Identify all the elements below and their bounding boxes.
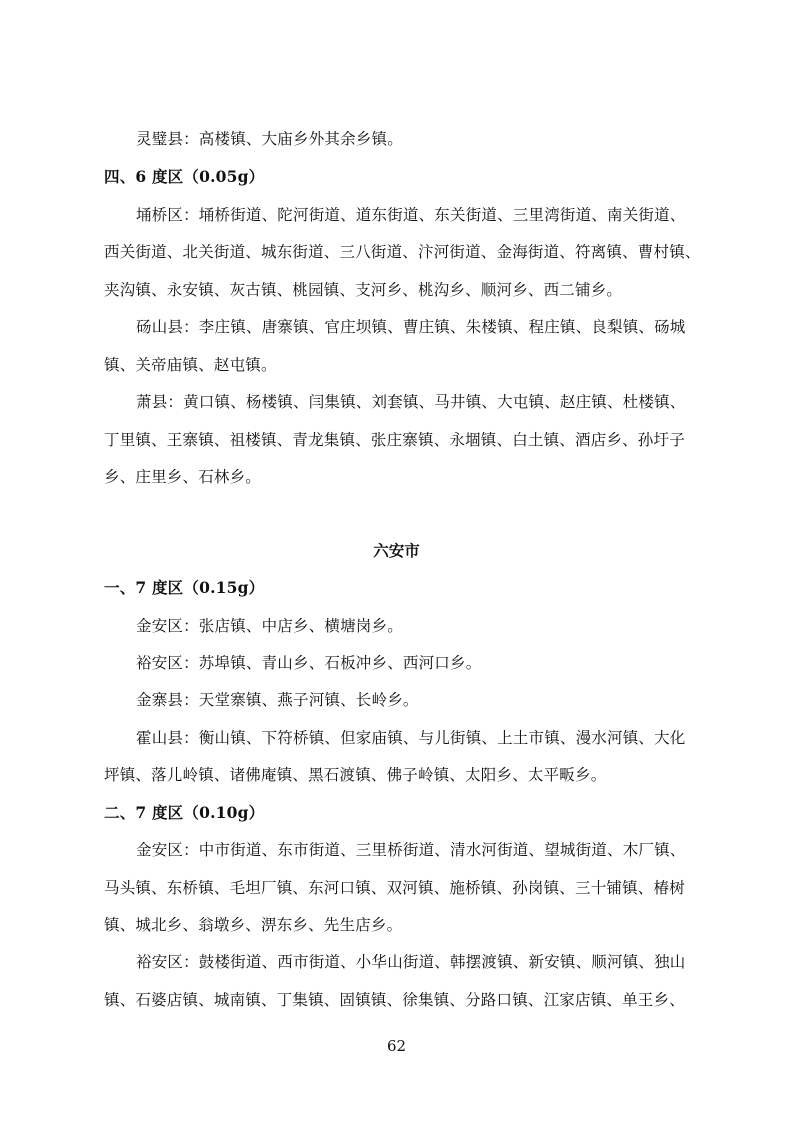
section-heading-7-degree-010: 二、7 度区（0.10g） bbox=[104, 803, 265, 822]
paragraph-lingbi-county: 灵璧县：高楼镇、大庙乡外其余乡镇。 bbox=[136, 130, 403, 148]
paragraph-huoshan-county: 霍山县：衡山镇、下符桥镇、但家庙镇、与儿街镇、上土市镇、漫水河镇、大化 bbox=[136, 729, 686, 747]
paragraph-dangshan-county: 砀山县：李庄镇、唐寨镇、官庄坝镇、曹庄镇、朱楼镇、程庄镇、良梨镇、砀城 bbox=[136, 318, 686, 336]
city-title-luan: 六安市 bbox=[373, 541, 420, 560]
paragraph-xiao-county: 萧县：黄口镇、杨楼镇、闫集镇、刘套镇、马井镇、大屯镇、赵庄镇、杜楼镇、 bbox=[136, 393, 686, 411]
paragraph-yuan-district: 裕安区：苏埠镇、青山乡、石板冲乡、西河口乡。 bbox=[136, 654, 482, 672]
paragraph-line: 坪镇、落儿岭镇、诸佛庵镇、黑石渡镇、佛子岭镇、太阳乡、太平畈乡。 bbox=[104, 766, 607, 784]
paragraph-yuan-district-2: 裕安区：鼓楼街道、西市街道、小华山街道、韩摆渡镇、新安镇、顺河镇、独山 bbox=[136, 953, 686, 971]
paragraph-line: 乡、庄里乡、石林乡。 bbox=[104, 468, 262, 486]
paragraph-line: 马头镇、东桥镇、毛坦厂镇、东河口镇、双河镇、施桥镇、孙岗镇、三十铺镇、椿树 bbox=[104, 879, 685, 897]
paragraph-line: 镇、关帝庙镇、赵屯镇。 bbox=[104, 356, 277, 374]
paragraph-line: 镇、石婆店镇、城南镇、丁集镇、固镇镇、徐集镇、分路口镇、江家店镇、单王乡、 bbox=[104, 991, 685, 1009]
section-heading-6-degree: 四、6 度区（0.05g） bbox=[104, 167, 265, 186]
paragraph-jinan-district-2: 金安区：中市街道、东市街道、三里桥街道、清水河街道、望城街道、木厂镇、 bbox=[136, 841, 686, 859]
section-heading-7-degree-015: 一、7 度区（0.15g） bbox=[104, 578, 265, 597]
page-number: 62 bbox=[386, 1037, 407, 1055]
paragraph-line: 镇、城北乡、翁墩乡、淠东乡、先生店乡。 bbox=[104, 916, 403, 934]
paragraph-jinzhai-county: 金寨县：天堂寨镇、燕子河镇、长岭乡。 bbox=[136, 691, 419, 709]
paragraph-jinan-district: 金安区：张店镇、中店乡、横塘岗乡。 bbox=[136, 617, 403, 635]
paragraph-line: 夹沟镇、永安镇、灰古镇、桃园镇、支河乡、桃沟乡、顺河乡、西二铺乡。 bbox=[104, 281, 623, 299]
paragraph-line: 丁里镇、王寨镇、祖楼镇、青龙集镇、张庄寨镇、永堌镇、白土镇、酒店乡、孙圩子 bbox=[104, 431, 685, 449]
paragraph-yongqiao-district: 埇桥区：埇桥街道、陀河街道、道东街道、东关街道、三里湾街道、南关街道、 bbox=[136, 206, 686, 224]
paragraph-line: 西关街道、北关街道、城东街道、三八街道、汴河街道、金海街道、符离镇、曹村镇、 bbox=[104, 243, 701, 261]
